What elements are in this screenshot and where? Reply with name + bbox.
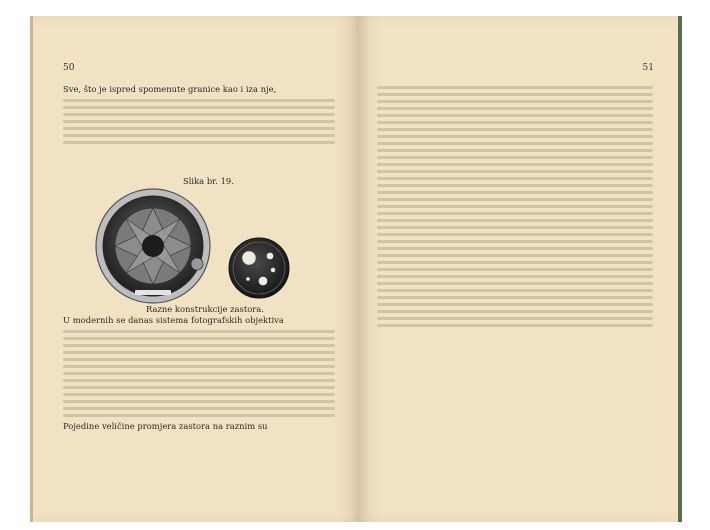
illegible-text-line bbox=[377, 114, 653, 117]
illegible-text-line bbox=[377, 219, 653, 222]
illegible-text-line bbox=[377, 86, 653, 89]
right-text bbox=[377, 82, 653, 331]
illegible-text-line bbox=[63, 379, 335, 382]
figure-caption: Razne konstrukcije zastora. bbox=[146, 304, 264, 314]
illegible-text-line bbox=[377, 177, 653, 180]
illegible-text-line bbox=[377, 240, 653, 243]
illegible-text-line bbox=[377, 135, 653, 138]
left-page-number: 50 bbox=[63, 63, 75, 73]
illegible-text-line bbox=[377, 205, 653, 208]
right-page-number: 51 bbox=[642, 63, 654, 73]
illegible-text-line bbox=[63, 106, 335, 109]
illegible-text-line bbox=[377, 121, 653, 124]
illegible-text-line bbox=[377, 212, 653, 215]
right-page bbox=[357, 16, 682, 522]
illegible-text-line bbox=[63, 400, 335, 403]
illegible-text-line bbox=[63, 330, 335, 333]
illegible-text-line bbox=[63, 344, 335, 347]
illegible-text-line bbox=[377, 170, 653, 173]
illegible-text-line bbox=[377, 275, 653, 278]
illegible-text-line bbox=[63, 407, 335, 410]
text-line: U modernih se danas sistema fotografskih objektiva bbox=[63, 315, 284, 325]
illegible-text-line bbox=[63, 127, 335, 130]
iris-shutter-mechanism bbox=[96, 189, 210, 303]
illegible-text-line bbox=[63, 113, 335, 116]
illegible-text-line bbox=[377, 128, 653, 131]
illegible-text-line bbox=[377, 303, 653, 306]
open-book bbox=[30, 16, 682, 524]
illegible-text-line bbox=[377, 233, 653, 236]
illegible-text-line bbox=[377, 226, 653, 229]
text-line: Pojedine veličine promjera zastora na raznim su bbox=[63, 420, 268, 431]
illegible-text-line bbox=[377, 261, 653, 264]
shutter-illustration bbox=[93, 186, 293, 308]
illegible-text-line bbox=[63, 372, 335, 375]
illegible-text-line bbox=[377, 100, 653, 103]
illegible-text-line bbox=[63, 134, 335, 137]
illegible-text-line bbox=[63, 141, 335, 144]
illegible-text-line bbox=[63, 414, 335, 417]
illegible-text-line bbox=[377, 254, 653, 257]
text-line: Sve, što je ispred spomenute granice kao i iza nje, bbox=[63, 84, 277, 94]
illegible-text-line bbox=[377, 107, 653, 110]
illegible-text-line bbox=[63, 120, 335, 123]
illegible-text-line bbox=[377, 289, 653, 292]
illegible-text-line bbox=[377, 163, 653, 166]
illegible-text-line bbox=[63, 358, 335, 361]
illegible-text-line bbox=[63, 386, 335, 389]
illegible-text-line bbox=[377, 317, 653, 320]
illegible-text-line bbox=[377, 156, 653, 159]
illegible-text-line bbox=[377, 198, 653, 201]
illegible-text-line bbox=[63, 393, 335, 396]
left-text-upper bbox=[63, 84, 335, 148]
illegible-text-line bbox=[377, 324, 653, 327]
illegible-text-line bbox=[377, 184, 653, 187]
illegible-text-line bbox=[377, 191, 653, 194]
illegible-text-line bbox=[377, 296, 653, 299]
illegible-text-line bbox=[377, 142, 653, 145]
illegible-text-line bbox=[63, 351, 335, 354]
figure-title: Slika br. 19. bbox=[183, 176, 234, 186]
illegible-text-line bbox=[377, 247, 653, 250]
illegible-text-line bbox=[377, 93, 653, 96]
illegible-text-line bbox=[377, 268, 653, 271]
illegible-text-line bbox=[377, 310, 653, 313]
illegible-text-line bbox=[63, 337, 335, 340]
illegible-text-line bbox=[377, 149, 653, 152]
left-text-lower bbox=[63, 315, 335, 432]
disc-shutter-mechanism bbox=[229, 238, 289, 298]
left-page bbox=[30, 16, 360, 522]
illegible-text-line bbox=[63, 365, 335, 368]
illegible-text-line bbox=[377, 282, 653, 285]
illegible-text-line bbox=[63, 99, 335, 102]
